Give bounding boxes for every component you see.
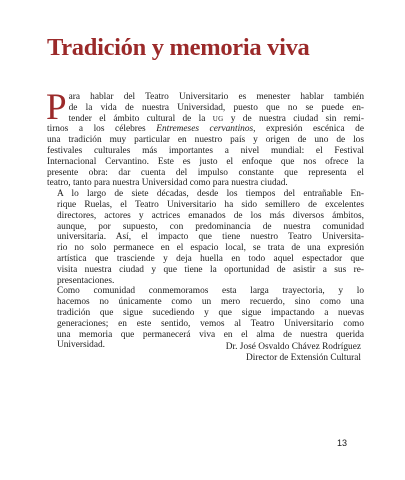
page-number: 13 — [337, 438, 348, 448]
page-title: Tradición y memoria viva — [47, 34, 310, 61]
paragraph-1 — [46, 87, 364, 189]
text-line: presente obra: dar cuenta del impulso constante que representa el — [47, 167, 364, 178]
text-line: tradición que sigue sucediendo y que sigue impactando a nuevas — [57, 307, 364, 318]
text-line: generaciones; en este sentido, vemos al Teatro Universitario como — [57, 318, 364, 329]
signature-block — [226, 342, 361, 364]
text-line: aunque, por supuesto, con predominancia de nuestra comunidad — [57, 221, 364, 232]
signature-name: Dr. José Osvaldo Chávez Rodríguez — [225, 342, 361, 352]
text-line: visita nuestra ciudad y que tiene la oportunidad de asistir a sus re- — [57, 264, 364, 275]
text-line: directores, actores y actrices emanados de los más diversos ámbitos, — [57, 210, 364, 221]
text-line: una memoria que permanecerá viva en el alma de nuestra querida — [57, 329, 364, 340]
drop-cap: P — [46, 87, 67, 128]
text-line: una tradición muy particular en nuestro país y origen de uno de los — [47, 135, 364, 146]
text-line: A lo largo de siete décadas, desde los tiempos del entrañable En- — [57, 189, 364, 200]
text-line: Internacional Cervantino. Este es justo el enfoque que nos ofrece la — [47, 156, 364, 167]
text-line: universitaria. Así, el impacto que tiene nuestro Teatro Universita- — [57, 232, 364, 243]
text-line: artística que trasciende y deja huella en todo aquel espectador que — [57, 253, 364, 264]
text-line: festivales culturales más importantes a nivel mundial: el Festival — [47, 145, 364, 156]
body-text — [46, 87, 364, 351]
text-line: ara hablar del Teatro Universitario es menester hablar también — [68, 92, 364, 102]
text-line: rio no solo permanece en el espacio local, se trata de una expresión — [57, 243, 364, 254]
text-line: rique Ruelas, el Teatro Universitario ha sido semillero de excelentes — [57, 199, 364, 210]
text-line: presentaciones. — [57, 275, 115, 286]
text-line: hacemos no únicamente como un mero recuerdo, sino como una — [57, 297, 364, 308]
text-line: tirnos a los célebres Entremeses cervantinos, expresión escénica de — [47, 124, 364, 135]
text-line: de la vida de nuestra Universidad, puesto que no se puede en- — [68, 102, 364, 113]
text-line: tender el ámbito cultural de la UG y de nuestra ciudad sin remi- — [68, 113, 364, 124]
text-line: Universidad. — [57, 340, 106, 351]
text-line: teatro, tanto para nuestra Universidad como para nuestra ciudad. — [47, 178, 288, 189]
text-line: Como comunidad conmemoramos esta larga trayectoria, y lo — [57, 286, 364, 297]
signature-role: Director de Extensión Cultural — [246, 352, 361, 363]
paragraph-2 — [47, 189, 364, 286]
